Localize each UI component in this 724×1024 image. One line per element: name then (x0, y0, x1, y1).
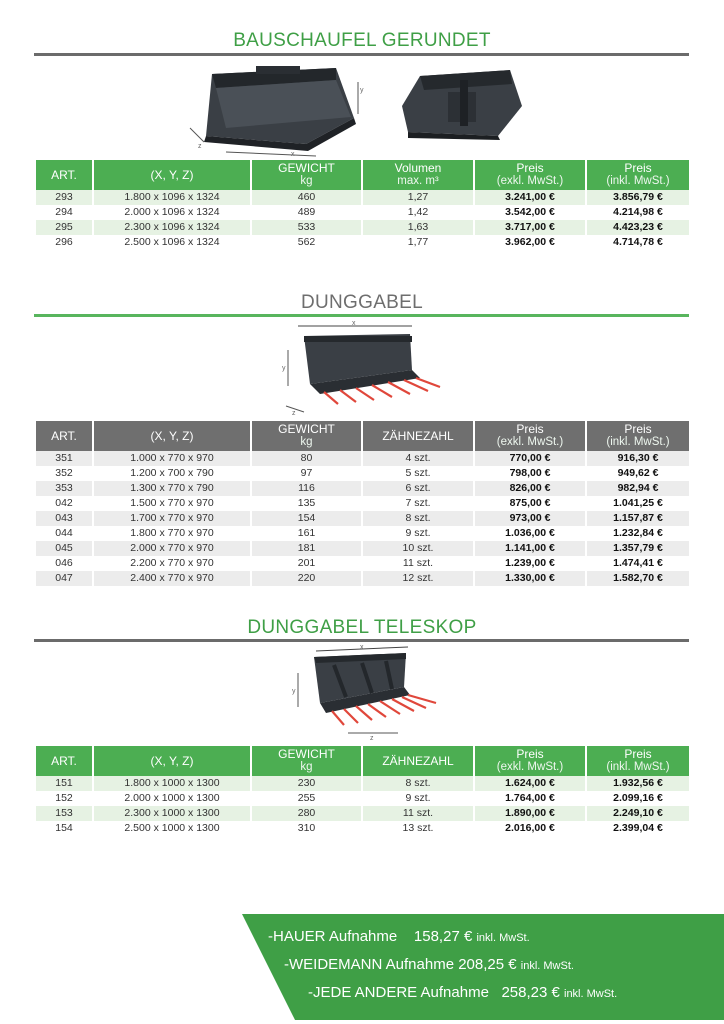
cell-price-inkl: 916,30 € (587, 451, 689, 466)
table-row (36, 791, 689, 806)
cell-weight: 230 (252, 776, 361, 791)
banner-line-hauer (268, 928, 530, 945)
table-header-row (36, 746, 689, 776)
cell-volume: 1,27 (363, 190, 473, 205)
svg-text:x: x (360, 644, 364, 651)
section-title-dunggabel: DUNGGABEL (300, 292, 423, 313)
header-art: ART. (36, 746, 92, 776)
cell-price-inkl: 1.041,25 € (587, 496, 689, 511)
price-table-dunggabel (34, 421, 691, 586)
section-divider (34, 314, 689, 317)
cell-price-inkl: 1.157,87 € (587, 511, 689, 526)
cell-price-inkl: 1.232,84 € (587, 526, 689, 541)
cell-price-inkl: 2.099,16 € (587, 791, 689, 806)
banner-suffix: inkl. MwSt. (564, 988, 618, 1000)
section-title-dunggabel-teleskop: DUNGGABEL TELESKOP (247, 617, 477, 638)
cell-art: 353 (36, 481, 92, 496)
header-teeth: ZÄHNEZAHL (363, 746, 473, 776)
table-header-row (36, 160, 689, 190)
table-row (36, 235, 689, 250)
cell-volume: 1,77 (363, 235, 473, 250)
cell-teeth: 5 szt. (363, 466, 473, 481)
cell-art: 043 (36, 511, 92, 526)
cell-teeth: 9 szt. (363, 526, 473, 541)
cell-art: 294 (36, 205, 92, 220)
cell-teeth: 11 szt. (363, 556, 473, 571)
table-header-row (36, 421, 689, 451)
table-row (36, 541, 689, 556)
cell-price-exkl: 3.717,00 € (475, 220, 585, 235)
cell-teeth: 7 szt. (363, 496, 473, 511)
header-volume: Volumen max. m³ (363, 160, 473, 190)
cell-art: 295 (36, 220, 92, 235)
table-row (36, 481, 689, 496)
bucket-back-illustration (400, 66, 526, 140)
cell-weight: 562 (252, 235, 361, 250)
cell-dimensions: 1.800 x 1000 x 1300 (94, 776, 250, 791)
cell-art: 153 (36, 806, 92, 821)
cell-weight: 280 (252, 806, 361, 821)
banner-label: -WEIDEMANN Aufnahme (284, 956, 455, 973)
table-row (36, 220, 689, 235)
cell-teeth: 12 szt. (363, 571, 473, 586)
cell-price-inkl: 1.474,41 € (587, 556, 689, 571)
cell-weight: 97 (252, 466, 361, 481)
banner-label: -HAUER Aufnahme (268, 928, 398, 945)
svg-text:y: y (292, 688, 296, 695)
cell-art: 296 (36, 235, 92, 250)
cell-weight: 460 (252, 190, 361, 205)
price-table-bauschaufel (34, 160, 691, 250)
cell-teeth: 8 szt. (363, 511, 473, 526)
cell-price-exkl: 3.962,00 € (475, 235, 585, 250)
cell-art: 351 (36, 451, 92, 466)
svg-text:y: y (282, 365, 286, 372)
table-row (36, 496, 689, 511)
cell-price-exkl: 826,00 € (475, 481, 585, 496)
section-title-bauschaufel: BAUSCHAUFEL GERUNDET (233, 30, 491, 51)
table-row (36, 190, 689, 205)
header-dims: (X, Y, Z) (94, 160, 250, 190)
cell-price-exkl: 1.624,00 € (475, 776, 585, 791)
cell-price-inkl: 949,62 € (587, 466, 689, 481)
cell-price-inkl: 2.399,04 € (587, 821, 689, 836)
cell-art: 152 (36, 791, 92, 806)
cell-weight: 181 (252, 541, 361, 556)
cell-teeth: 13 szt. (363, 821, 473, 836)
cell-art: 154 (36, 821, 92, 836)
cell-price-exkl: 3.542,00 € (475, 205, 585, 220)
cell-price-inkl: 1.932,56 € (587, 776, 689, 791)
cell-art: 046 (36, 556, 92, 571)
cell-price-inkl: 3.856,79 € (587, 190, 689, 205)
banner-price: 158,27 € (413, 928, 473, 945)
cell-dimensions: 2.500 x 1000 x 1300 (94, 821, 250, 836)
cell-price-exkl: 1.239,00 € (475, 556, 585, 571)
cell-price-exkl: 2.016,00 € (475, 821, 585, 836)
dim-label-x: x (291, 151, 295, 158)
header-price-inkl: Preis (inkl. MwSt.) (587, 160, 689, 190)
table-row (36, 556, 689, 571)
cell-weight: 135 (252, 496, 361, 511)
cell-price-inkl: 982,94 € (587, 481, 689, 496)
cell-dimensions: 1.000 x 770 x 970 (94, 451, 250, 466)
cell-price-exkl: 1.330,00 € (475, 571, 585, 586)
svg-text:z: z (292, 410, 296, 416)
cell-weight: 533 (252, 220, 361, 235)
cell-art: 352 (36, 466, 92, 481)
cell-dimensions: 1.500 x 770 x 970 (94, 496, 250, 511)
cell-price-inkl: 4.214,98 € (587, 205, 689, 220)
cell-price-inkl: 1.357,79 € (587, 541, 689, 556)
cell-dimensions: 2.500 x 1096 x 1324 (94, 235, 250, 250)
table-row (36, 571, 689, 586)
table-row (36, 466, 689, 481)
cell-art: 151 (36, 776, 92, 791)
table-body (36, 451, 689, 586)
cell-price-exkl: 770,00 € (475, 451, 585, 466)
banner-price: 258,23 € (501, 984, 560, 1001)
svg-text:z: z (370, 735, 374, 741)
banner-line-jede-andere (308, 984, 617, 1001)
cell-dimensions: 2.000 x 770 x 970 (94, 541, 250, 556)
table-row (36, 511, 689, 526)
dim-label-z: z (198, 143, 202, 150)
cell-price-exkl: 1.141,00 € (475, 541, 585, 556)
table-body (36, 776, 689, 836)
cell-price-exkl: 1.036,00 € (475, 526, 585, 541)
section-divider (34, 53, 689, 56)
header-weight: GEWICHT kg (252, 160, 361, 190)
cell-weight: 80 (252, 451, 361, 466)
cell-weight: 489 (252, 205, 361, 220)
cell-dimensions: 2.000 x 1096 x 1324 (94, 205, 250, 220)
header-weight: GEWICHT kg (252, 421, 361, 451)
cell-art: 293 (36, 190, 92, 205)
cell-teeth: 8 szt. (363, 776, 473, 791)
cell-weight: 310 (252, 821, 361, 836)
cell-weight: 201 (252, 556, 361, 571)
cell-weight: 220 (252, 571, 361, 586)
banner-price: 208,25 € (458, 956, 517, 973)
cell-dimensions: 1.700 x 770 x 970 (94, 511, 250, 526)
cell-price-exkl: 1.764,00 € (475, 791, 585, 806)
price-table-dunggabel-teleskop (34, 746, 691, 836)
table-row (36, 821, 689, 836)
header-art: ART. (36, 421, 92, 451)
header-price-exkl: Preis (exkl. MwSt.) (475, 746, 585, 776)
header-weight: GEWICHT kg (252, 746, 361, 776)
cell-price-inkl: 1.582,70 € (587, 571, 689, 586)
cell-weight: 116 (252, 481, 361, 496)
table-row (36, 776, 689, 791)
cell-teeth: 6 szt. (363, 481, 473, 496)
banner-line-weidemann (284, 956, 574, 973)
cell-price-exkl: 3.241,00 € (475, 190, 585, 205)
header-price-inkl: Preis (inkl. MwSt.) (587, 746, 689, 776)
cell-dimensions: 2.000 x 1000 x 1300 (94, 791, 250, 806)
banner-suffix: inkl. MwSt. (476, 932, 530, 944)
header-price-inkl: Preis (inkl. MwSt.) (587, 421, 689, 451)
cell-dimensions: 1.800 x 1096 x 1324 (94, 190, 250, 205)
cell-price-inkl: 2.249,10 € (587, 806, 689, 821)
table-row (36, 451, 689, 466)
cell-teeth: 9 szt. (363, 791, 473, 806)
cell-weight: 154 (252, 511, 361, 526)
cell-volume: 1,63 (363, 220, 473, 235)
cell-price-inkl: 4.423,23 € (587, 220, 689, 235)
table-row (36, 526, 689, 541)
header-teeth: ZÄHNEZAHL (363, 421, 473, 451)
header-art: ART. (36, 160, 92, 190)
cell-dimensions: 1.300 x 770 x 790 (94, 481, 250, 496)
cell-art: 042 (36, 496, 92, 511)
cell-art: 047 (36, 571, 92, 586)
dunggabel-illustration (280, 320, 450, 416)
cell-price-exkl: 973,00 € (475, 511, 585, 526)
cell-dimensions: 2.200 x 770 x 970 (94, 556, 250, 571)
banner-suffix: inkl. MwSt. (520, 960, 574, 972)
cell-volume: 1,42 (363, 205, 473, 220)
header-price-exkl: Preis (exkl. MwSt.) (475, 160, 585, 190)
cell-art: 044 (36, 526, 92, 541)
table-row (36, 806, 689, 821)
cell-price-inkl: 4.714,78 € (587, 235, 689, 250)
cell-art: 045 (36, 541, 92, 556)
dim-label-y: y (360, 87, 364, 94)
table-body (36, 190, 689, 250)
cell-teeth: 4 szt. (363, 451, 473, 466)
header-dims: (X, Y, Z) (94, 746, 250, 776)
cell-price-exkl: 1.890,00 € (475, 806, 585, 821)
cell-weight: 161 (252, 526, 361, 541)
cell-dimensions: 2.300 x 1000 x 1300 (94, 806, 250, 821)
section-divider (34, 639, 689, 642)
cell-dimensions: 1.200 x 700 x 790 (94, 466, 250, 481)
cell-dimensions: 2.400 x 770 x 970 (94, 571, 250, 586)
cell-dimensions: 1.800 x 770 x 970 (94, 526, 250, 541)
cell-price-exkl: 798,00 € (475, 466, 585, 481)
cell-teeth: 11 szt. (363, 806, 473, 821)
bucket-front-illustration (186, 62, 366, 158)
header-price-exkl: Preis (exkl. MwSt.) (475, 421, 585, 451)
cell-weight: 255 (252, 791, 361, 806)
cell-price-exkl: 875,00 € (475, 496, 585, 511)
table-row (36, 205, 689, 220)
banner-label: -JEDE ANDERE Aufnahme (308, 984, 489, 1001)
dunggabel-teleskop-illustration (286, 643, 446, 741)
svg-text:x: x (352, 320, 356, 327)
cell-dimensions: 2.300 x 1096 x 1324 (94, 220, 250, 235)
cell-teeth: 10 szt. (363, 541, 473, 556)
header-dims: (X, Y, Z) (94, 421, 250, 451)
